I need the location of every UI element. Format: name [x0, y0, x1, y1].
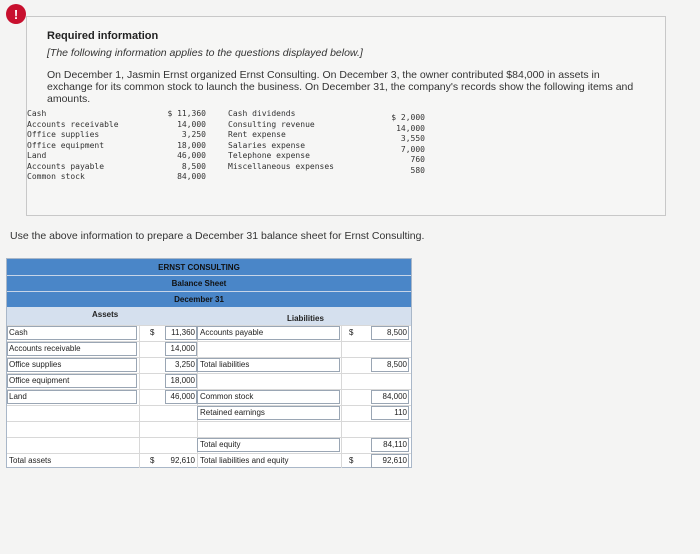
info-title: Required information	[47, 30, 159, 42]
account-name: Cash dividends	[228, 109, 296, 118]
liability-dollar-sign: $	[349, 456, 354, 465]
table-row	[7, 421, 411, 438]
table-row	[7, 389, 411, 406]
account-amount: 580	[410, 165, 425, 175]
asset-account-label: Total assets	[9, 456, 52, 465]
liability-account-label: Total equity	[200, 440, 241, 449]
asset-amount: 92,610	[170, 456, 195, 465]
account-amount: 3,250	[181, 130, 206, 139]
asset-account-label: Land	[9, 392, 27, 401]
liability-dollar-sign: $	[349, 328, 354, 337]
asset-account-label: Cash	[9, 328, 28, 337]
account-amount: 7,000	[400, 144, 425, 154]
liability-account-label: Total liabilities and equity	[200, 456, 289, 465]
account-amount: 3,550	[400, 134, 425, 143]
table-row	[7, 341, 411, 358]
asset-amount: 11,360	[171, 328, 195, 337]
company-name: ERNST CONSULTING	[158, 263, 240, 272]
liability-amount: 110	[394, 408, 407, 417]
liability-account-label: Accounts payable	[200, 328, 264, 337]
account-amount: $ 11,360	[167, 109, 206, 118]
asset-account-label: Office supplies	[9, 360, 62, 369]
statement-name: Balance Sheet	[171, 279, 227, 288]
accounts-left-names	[27, 109, 119, 183]
statement-date: December 31	[174, 295, 224, 304]
account-amount: 18,000	[177, 140, 206, 150]
table-row	[7, 453, 411, 470]
asset-amount: 18,000	[170, 376, 195, 385]
balance-sheet	[6, 258, 412, 468]
assets-header: Assets	[92, 310, 119, 319]
header-divider	[7, 275, 411, 276]
account-name: Consulting revenue	[228, 119, 315, 129]
asset-amount: 3,250	[174, 360, 195, 369]
asset-amount: 46,000	[170, 392, 195, 401]
asset-account-label: Office equipment	[9, 376, 70, 385]
liability-amount: 8,500	[386, 360, 407, 369]
account-name: Land	[27, 151, 47, 160]
account-name: Cash	[27, 109, 47, 118]
liability-account-label: Retained earnings	[200, 408, 265, 417]
liability-amount: 92,610	[382, 456, 407, 465]
account-name: Miscellaneous expenses	[228, 161, 334, 171]
liability-amount: 84,110	[383, 440, 407, 449]
liability-amount: 8,500	[386, 328, 407, 337]
account-amount: $ 2,000	[391, 113, 425, 122]
asset-account-label: Accounts receivable	[9, 344, 81, 353]
account-amount: 760	[410, 155, 425, 164]
account-amount: 14,000	[177, 119, 206, 129]
account-amount: 46,000	[177, 151, 206, 160]
account-name: Telephone expense	[228, 151, 310, 160]
table-row	[7, 373, 411, 390]
accounts-right-names	[228, 109, 334, 172]
account-name: Accounts receivable	[27, 119, 119, 129]
account-name: Rent expense	[228, 130, 286, 139]
header-divider	[7, 291, 411, 292]
column-header-row	[7, 307, 411, 325]
account-name: Salaries expense	[228, 140, 306, 150]
table-row	[7, 405, 411, 422]
table-row	[7, 357, 411, 374]
account-name: Accounts payable	[27, 161, 105, 171]
account-name: Common stock	[27, 172, 85, 181]
asset-amount: 14,000	[170, 344, 195, 353]
account-name: Office equipment	[27, 140, 105, 150]
account-amount: 14,000	[396, 123, 425, 133]
accounts-left-amounts	[151, 109, 206, 183]
instruction-text: Use the above information to prepare a December 31 balance sheet for Ernst Consulting.	[10, 230, 425, 242]
liability-amount: 84,000	[382, 392, 407, 401]
account-amount: 84,000	[177, 172, 206, 181]
accounts-right-amounts	[370, 113, 425, 176]
asset-dollar-sign: $	[150, 328, 155, 337]
table-row	[7, 325, 411, 342]
account-amount: 8,500	[181, 161, 206, 171]
asset-dollar-sign: $	[150, 456, 155, 465]
account-name: Office supplies	[27, 130, 100, 139]
liability-account-label: Common stock	[200, 392, 254, 401]
required-information-panel	[26, 16, 666, 216]
info-paragraph: On December 1, Jasmin Ernst organized Ernst Consulting. On December 3, the owner contributed $84,000 in assets in exchange for its common stock to launch the business. On December 31, the company's records show the following items and amounts.	[47, 69, 634, 105]
alert-icon: !	[6, 4, 26, 24]
info-subtitle: [The following information applies to the questions displayed below.]	[47, 47, 363, 59]
table-row	[7, 437, 411, 454]
liability-account-label: Total liabilities	[200, 360, 250, 369]
liabilities-header: Liabilities	[287, 314, 324, 323]
